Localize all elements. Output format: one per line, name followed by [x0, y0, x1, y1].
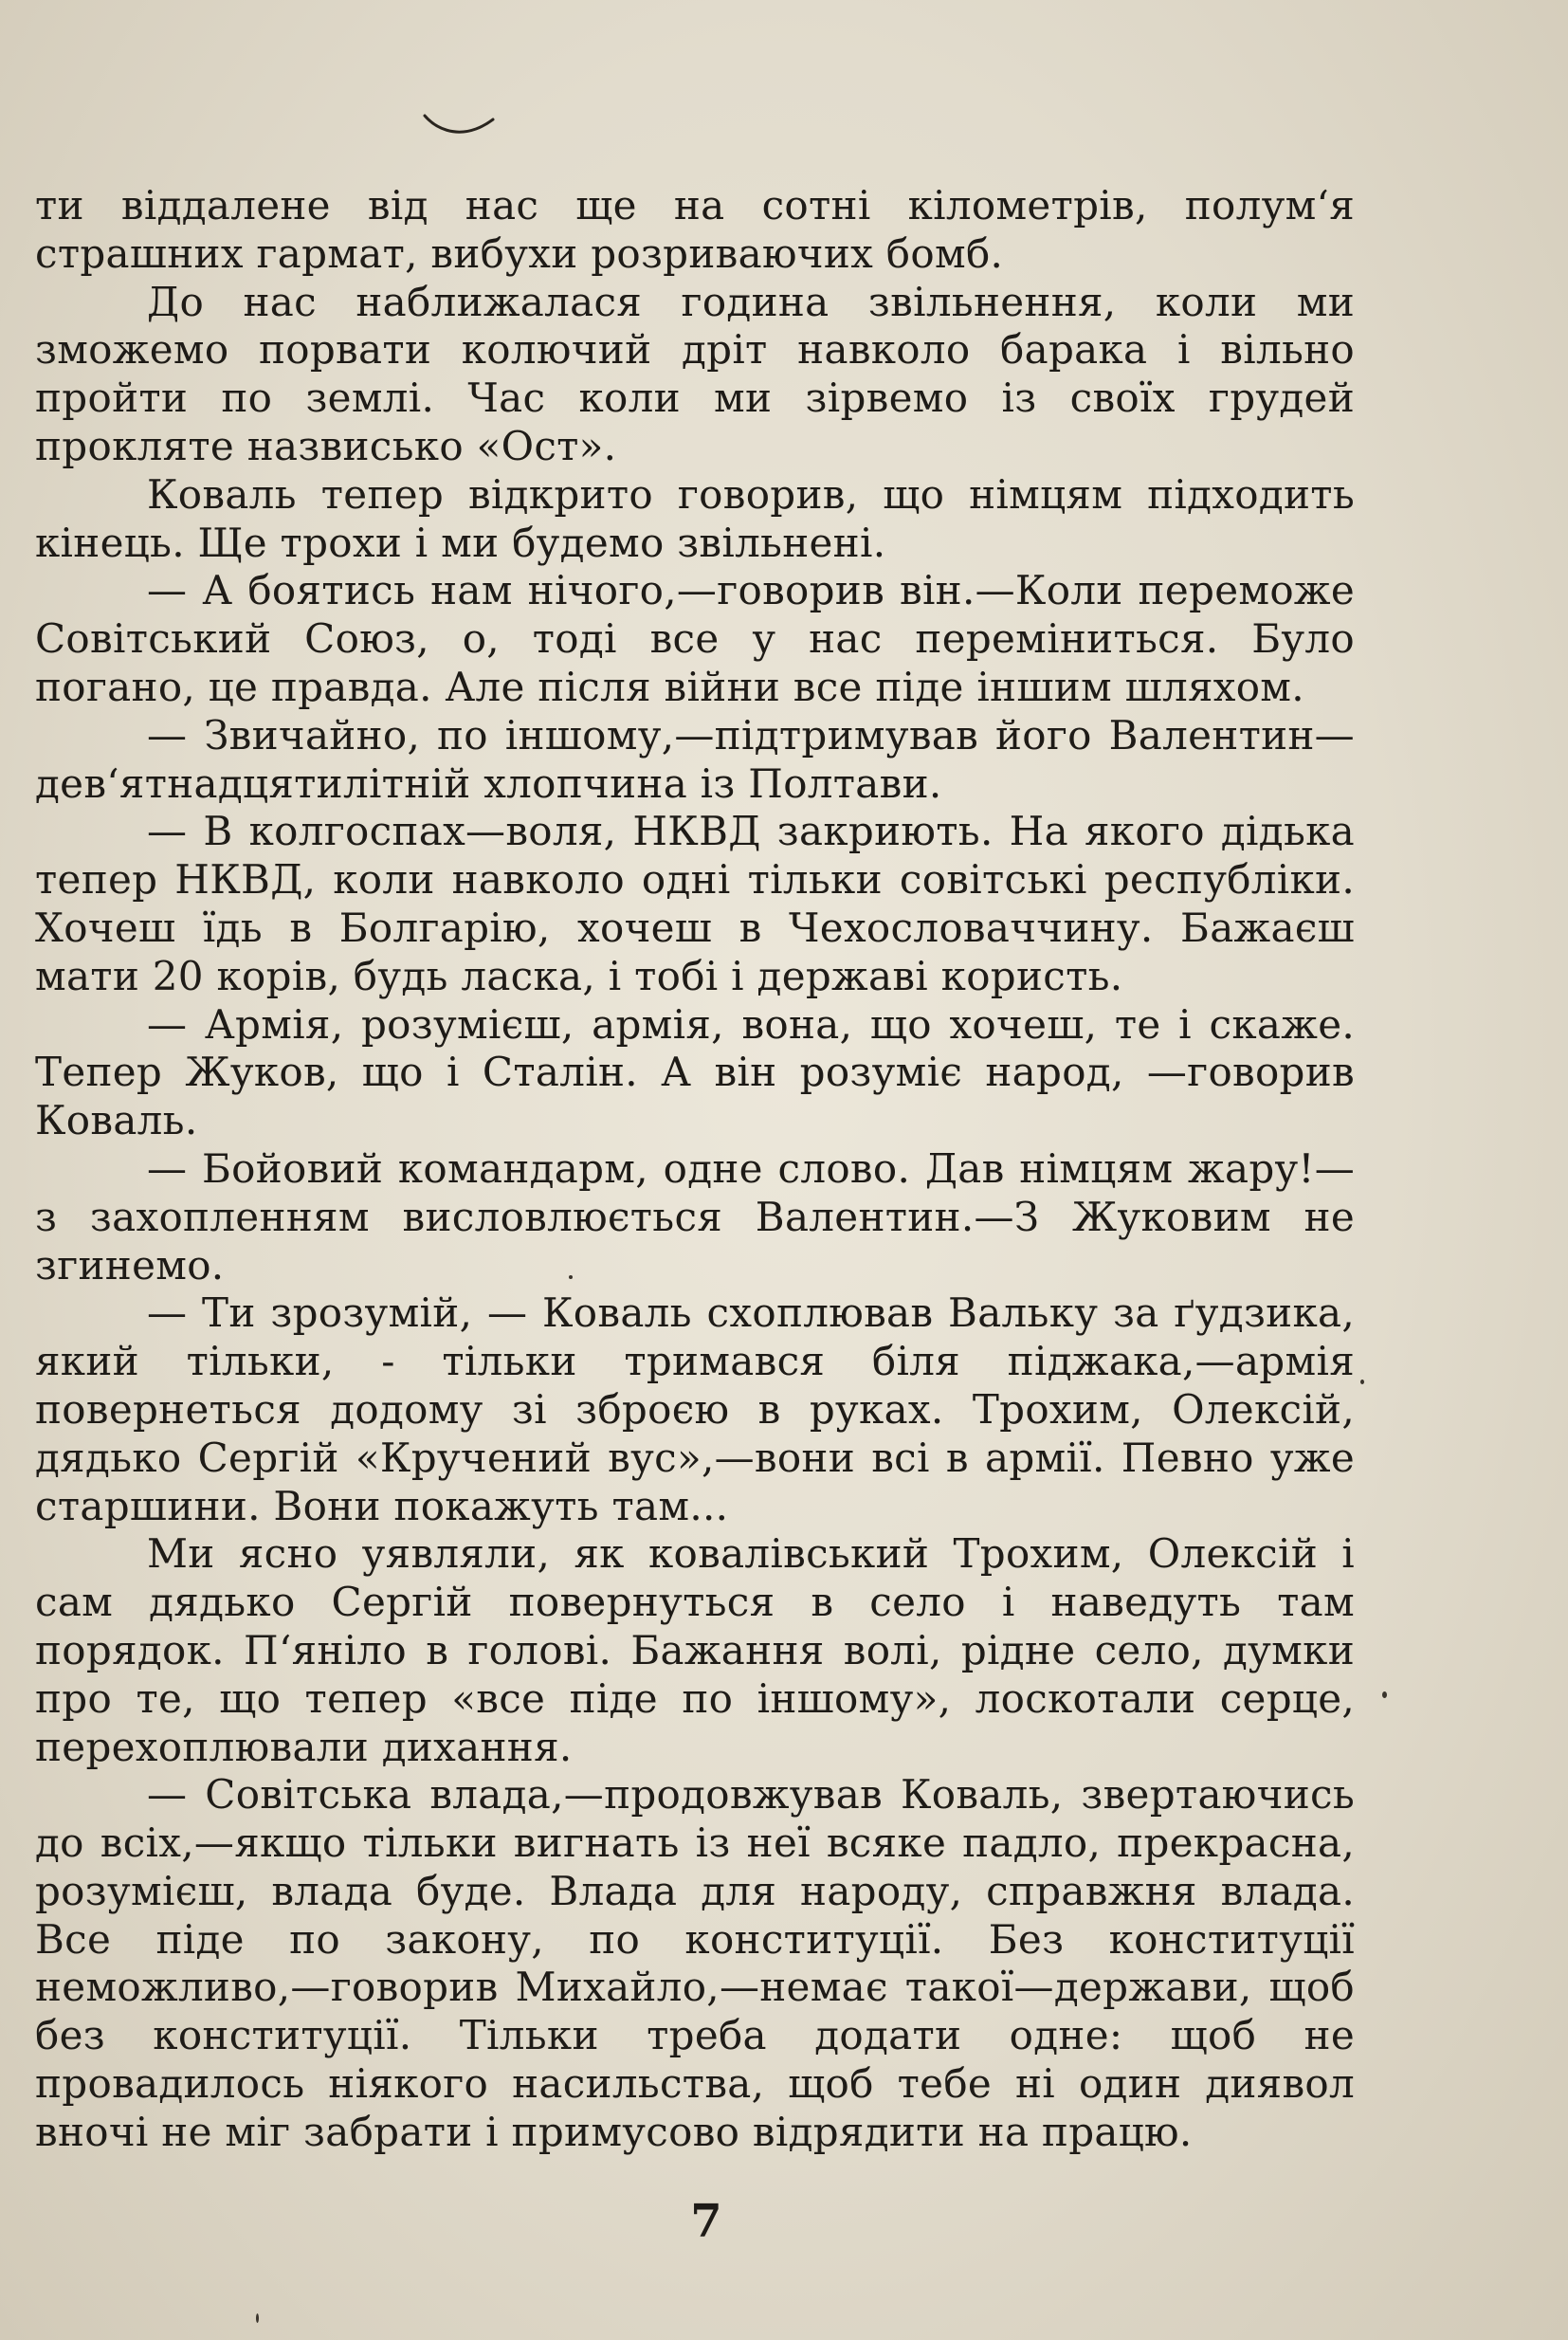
ink-speck — [569, 1275, 573, 1279]
paragraph-1: ти віддалене від нас ще на сотні кілометрів, полум‘я страшних гармат, вибухи розриваючих бомб. — [35, 182, 1355, 277]
page-number: 7 — [690, 2195, 722, 2248]
paragraph-2: До нас наближалася година звільнення, коли ми зможемо порвати колючий дріт навколо барака і вільно пройти по землі. Час коли ми зірвемо із своїх грудей прокляте назвисько «Ост». — [35, 278, 1355, 469]
paragraph-6: — В колгоспах—воля, НКВД закриють. На якого дідька тепер НКВД, коли навколо одні тільки совітські республіки. Хочеш їдь в Болгарію, хочеш в Чехословаччину. Бажаєш мати 20 корів, будь ласка, і тобі і державі користь. — [35, 808, 1355, 999]
paragraph-8: — Бойовий командарм, одне слово. Дав німцям жару!—з захопленням висловлюється Валентин.—З Жуковим не згинемо. — [35, 1144, 1355, 1289]
paragraph-10: Ми ясно уявляли, як ковалівський Трохим, Олексій і сам дядько Сергій повернуться в село і наведуть там порядок. П‘яніло в голові. Бажання волі, рідне село, думки про те, що тепер «все піде по іншому», лоскотали серце, перехоплювали дихання. — [35, 1530, 1355, 1770]
paragraph-3: Коваль тепер відкрито говорив, що німцям підходить кінець. Ще трохи і ми будемо звільнені. — [35, 470, 1355, 566]
paragraph-9: — Ти зрозумій, — Коваль схоплював Вальку за ґудзика, який тільки, - тільки тримався біля піджака,—армія повернеться додому зі зброєю в руках. Трохим, Олексій, дядько Сергій «Кручений вус»,—вони всі в армії. Певно уже старшини. Вони покажуть там... — [35, 1289, 1355, 1529]
ink-speck — [1360, 1380, 1364, 1384]
paragraph-7: — Армія, розумієш, армія, вона, що хочеш, те і скаже. Тепер Жуков, що і Сталін. А він розуміє народ, —говорив Коваль. — [35, 1000, 1355, 1144]
ink-speck — [1382, 1691, 1387, 1698]
paragraph-4: — А боятись нам нічого,—говорив він.—Коли переможе Совітський Союз, о, тоді все у нас переміниться. Було погано, це правда. Але після війни все піде іншим шляхом. — [35, 567, 1355, 710]
body-text — [35, 182, 1355, 2157]
ornament-mark — [417, 104, 512, 142]
paragraph-11: — Совітська влада,—продовжував Коваль, звертаючись до всіх,—якщо тільки вигнать із неї всяке падло, прекрасна, розумієш, влада буде. Влада для народу, справжня влада. Все піде по закону, по конституції. Без конституції неможливо,—говорив Михайло,—немає такої—держави, щоб без конституції. Тільки треба додати одне: щоб не провадилось ніякого насильства, щоб тебе ні один диявол вночі не міг забрати і примусово відрядити на працю. — [35, 1771, 1355, 2155]
ink-speck — [256, 2313, 259, 2323]
paragraph-5: — Звичайно, по іншому,—підтримував його Валентин—дев‘ятнадцятилітній хлопчина із Полтави. — [35, 711, 1355, 807]
